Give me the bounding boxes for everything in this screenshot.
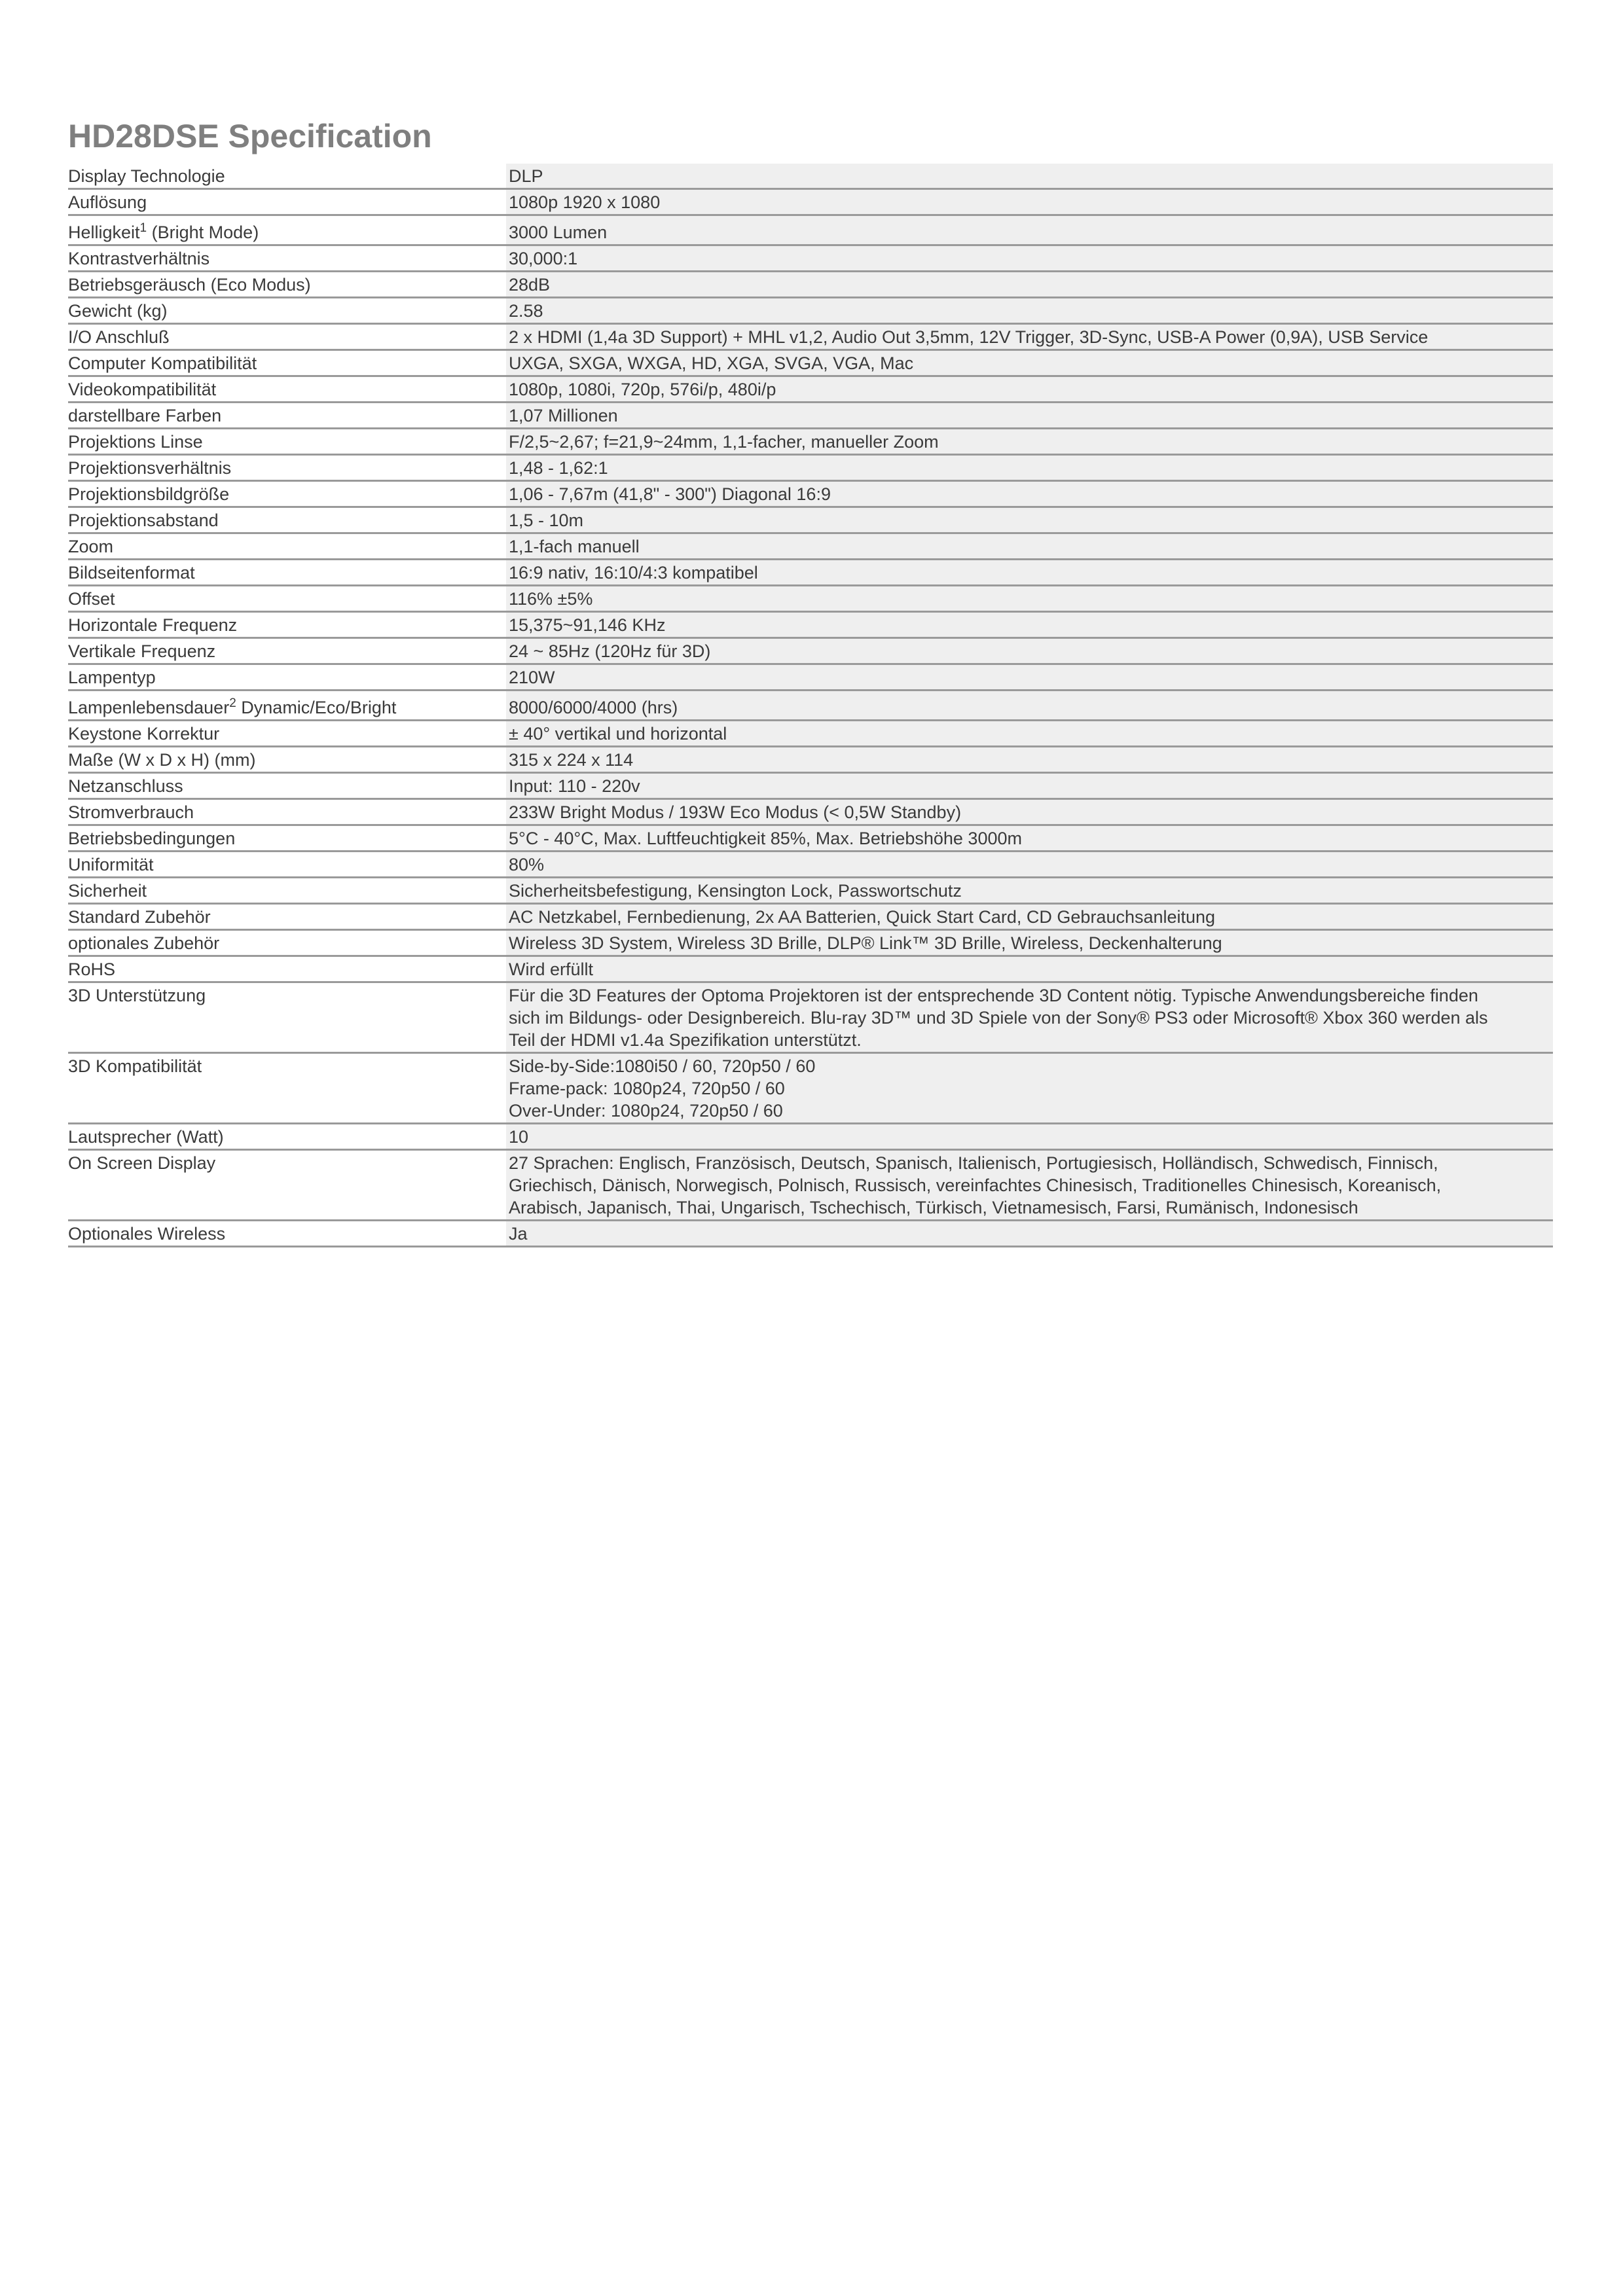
spec-row	[68, 376, 1553, 403]
spec-value-line: 210W	[509, 668, 555, 687]
spec-label-text: optionales Zubehör	[68, 933, 220, 953]
spec-label-text: Videokompatibilität	[68, 380, 217, 399]
spec-row	[68, 272, 1553, 298]
spec-value-line: Sicherheitsbefestigung, Kensington Lock, Passwortschutz	[509, 881, 962, 901]
spec-label-text: Auflösung	[68, 192, 147, 212]
spec-label	[68, 376, 506, 403]
spec-value	[506, 189, 1553, 215]
spec-value	[506, 272, 1553, 298]
spec-label	[68, 904, 506, 930]
spec-row	[68, 1221, 1553, 1247]
spec-label-text: Keystone Korrektur	[68, 724, 220, 744]
spec-row	[68, 586, 1553, 612]
spec-label	[68, 403, 506, 429]
spec-row	[68, 612, 1553, 638]
footnote-marker: 1	[139, 221, 147, 235]
spec-value-line: Wird erfüllt	[509, 960, 594, 979]
spec-label-text: Betriebsgeräusch (Eco Modus)	[68, 275, 311, 295]
spec-value-line: 315 x 224 x 114	[509, 750, 634, 770]
spec-value-line: 1,1-fach manuell	[509, 537, 640, 556]
spec-row	[68, 403, 1553, 429]
spec-value-line: 116% ±5%	[509, 589, 593, 609]
spec-value-line: AC Netzkabel, Fernbedienung, 2x AA Batterien, Quick Start Card, CD Gebrauchsanleitung	[509, 907, 1216, 927]
spec-value-line: 10	[509, 1127, 529, 1147]
spec-value	[506, 799, 1553, 825]
spec-label	[68, 215, 506, 245]
spec-label-text: Kontrastverhältnis	[68, 249, 210, 268]
spec-value	[506, 878, 1553, 904]
spec-label	[68, 429, 506, 455]
spec-label	[68, 507, 506, 533]
spec-value-line: 1,06 - 7,67m (41,8" - 300") Diagonal 16:9	[509, 484, 831, 504]
spec-value	[506, 1150, 1553, 1221]
spec-label	[68, 852, 506, 878]
spec-row	[68, 878, 1553, 904]
spec-value	[506, 164, 1553, 189]
spec-value-line: Side-by-Side:1080i50 / 60, 720p50 / 60	[509, 1056, 816, 1076]
spec-label-text: Stromverbrauch	[68, 802, 194, 822]
spec-value-line: ± 40° vertikal und horizontal	[509, 724, 727, 744]
spec-value	[506, 429, 1553, 455]
spec-value-line: 1,07 Millionen	[509, 406, 618, 425]
spec-row	[68, 481, 1553, 507]
spec-label	[68, 164, 506, 189]
spec-row	[68, 664, 1553, 691]
spec-label-text: Gewicht (kg)	[68, 301, 168, 321]
spec-label-text: Projektionsabstand	[68, 511, 219, 530]
spec-value-line: Over-Under: 1080p24, 720p50 / 60	[509, 1101, 783, 1121]
spec-label-text: Computer Kompatibilität	[68, 353, 257, 373]
spec-value-line: DLP	[509, 166, 543, 186]
spec-label	[68, 324, 506, 350]
spec-label	[68, 721, 506, 747]
spec-label	[68, 350, 506, 376]
spec-row	[68, 245, 1553, 272]
spec-value-line: sich im Bildungs- oder Designbereich. Blu-ray 3D™ und 3D Spiele von der Sony® PS3 oder Microsoft® Xbox 360 werden als	[509, 1008, 1488, 1028]
spec-value	[506, 852, 1553, 878]
spec-value-line: Ja	[509, 1224, 528, 1244]
spec-label-text: darstellbare Farben	[68, 406, 222, 425]
spec-row	[68, 825, 1553, 852]
spec-label	[68, 1053, 506, 1124]
spec-value	[506, 376, 1553, 403]
spec-row	[68, 298, 1553, 324]
spec-value-line: 16:9 nativ, 16:10/4:3 kompatibel	[509, 563, 758, 583]
spec-label-text: Bildseitenformat	[68, 563, 195, 583]
spec-value	[506, 612, 1553, 638]
spec-table-body	[68, 164, 1553, 1247]
spec-row	[68, 533, 1553, 560]
spec-label-text: Projektionsbildgröße	[68, 484, 230, 504]
spec-value-line: F/2,5~2,67; f=21,9~24mm, 1,1-facher, manueller Zoom	[509, 432, 939, 452]
spec-label-text: Netzanschluss	[68, 776, 183, 796]
spec-label	[68, 664, 506, 691]
spec-value-line: Wireless 3D System, Wireless 3D Brille, DLP® Link™ 3D Brille, Wireless, Deckenhalterung	[509, 933, 1222, 953]
spec-row	[68, 429, 1553, 455]
page-title: HD28DSE Specification	[68, 118, 432, 154]
spec-label-text: RoHS	[68, 960, 116, 979]
spec-value	[506, 721, 1553, 747]
spec-value	[506, 664, 1553, 691]
spec-label-text: Maße (W x D x H) (mm)	[68, 750, 256, 770]
spec-value-line: 1,48 - 1,62:1	[509, 458, 608, 478]
spec-row	[68, 1150, 1553, 1221]
spec-value-line: 1080p 1920 x 1080	[509, 192, 661, 212]
spec-row	[68, 799, 1553, 825]
spec-label	[68, 560, 506, 586]
spec-row	[68, 164, 1553, 189]
spec-label-text: Offset	[68, 589, 115, 609]
spec-label	[68, 1221, 506, 1247]
spec-value-line: 2.58	[509, 301, 543, 321]
spec-label-text: 3D Unterstützung	[68, 986, 206, 1005]
spec-value-line: 24 ~ 85Hz (120Hz für 3D)	[509, 641, 711, 661]
spec-value-line: Arabisch, Japanisch, Thai, Ungarisch, Tschechisch, Türkisch, Vietnamesisch, Farsi, Rumänisch, Indonesisch	[509, 1198, 1359, 1217]
spec-label	[68, 691, 506, 721]
spec-label-text: Optionales Wireless	[68, 1224, 226, 1244]
spec-sheet	[68, 117, 1553, 1247]
spec-row	[68, 1053, 1553, 1124]
spec-value-line: 15,375~91,146 KHz	[509, 615, 666, 635]
spec-label	[68, 612, 506, 638]
spec-value	[506, 956, 1553, 982]
spec-row	[68, 1124, 1553, 1150]
spec-label-text: Display Technologie	[68, 166, 225, 186]
spec-label	[68, 455, 506, 481]
spec-row	[68, 721, 1553, 747]
spec-label	[68, 298, 506, 324]
spec-row	[68, 982, 1553, 1053]
spec-value	[506, 773, 1553, 799]
spec-value-line: Frame-pack: 1080p24, 720p50 / 60	[509, 1079, 785, 1098]
spec-row	[68, 773, 1553, 799]
spec-row	[68, 638, 1553, 664]
spec-label-text: Horizontale Frequenz	[68, 615, 238, 635]
spec-row	[68, 691, 1553, 721]
spec-value	[506, 533, 1553, 560]
spec-label-text: Sicherheit	[68, 881, 147, 901]
spec-value	[506, 481, 1553, 507]
spec-row	[68, 560, 1553, 586]
spec-label-suffix: (Bright Mode)	[147, 223, 259, 242]
spec-row	[68, 930, 1553, 956]
spec-value	[506, 691, 1553, 721]
spec-label-text: I/O Anschluß	[68, 327, 170, 347]
spec-label	[68, 481, 506, 507]
spec-value-line: Teil der HDMI v1.4a Spezifikation unterstützt.	[509, 1030, 862, 1050]
spec-value	[506, 245, 1553, 272]
spec-label	[68, 189, 506, 215]
spec-value	[506, 586, 1553, 612]
spec-label-text: Standard Zubehör	[68, 907, 211, 927]
spec-value	[506, 455, 1553, 481]
spec-value	[506, 638, 1553, 664]
spec-row	[68, 189, 1553, 215]
spec-value	[506, 324, 1553, 350]
spec-value-line: 28dB	[509, 275, 551, 295]
spec-row	[68, 350, 1553, 376]
spec-value	[506, 904, 1553, 930]
spec-row	[68, 215, 1553, 245]
spec-value	[506, 747, 1553, 773]
spec-value	[506, 507, 1553, 533]
spec-value-line: 1080p, 1080i, 720p, 576i/p, 480i/p	[509, 380, 776, 399]
spec-label-text: Uniformität	[68, 855, 154, 874]
spec-row	[68, 747, 1553, 773]
spec-label-text: Betriebsbedingungen	[68, 829, 236, 848]
spec-value-line: 27 Sprachen: Englisch, Französisch, Deutsch, Spanisch, Italienisch, Portugiesisch, Holländisch, Schwedisch, Finnisch,	[509, 1153, 1438, 1173]
spec-table	[68, 164, 1553, 1247]
spec-label	[68, 982, 506, 1053]
spec-value-line: 30,000:1	[509, 249, 578, 268]
spec-label	[68, 533, 506, 560]
spec-label	[68, 799, 506, 825]
spec-value-line: 80%	[509, 855, 545, 874]
spec-value-line: 1,5 - 10m	[509, 511, 584, 530]
spec-label-suffix: Dynamic/Eco/Bright	[236, 698, 397, 717]
spec-label	[68, 930, 506, 956]
spec-row	[68, 507, 1553, 533]
spec-label	[68, 638, 506, 664]
spec-value	[506, 1221, 1553, 1247]
spec-value	[506, 215, 1553, 245]
spec-label-text: Projektionsverhältnis	[68, 458, 232, 478]
spec-label	[68, 586, 506, 612]
spec-value-line: Griechisch, Dänisch, Norwegisch, Polnisch, Russisch, vereinfachtes Chinesisch, Traditionelles Chinesisch, Koreanisch,	[509, 1175, 1442, 1195]
spec-row	[68, 904, 1553, 930]
spec-label	[68, 1124, 506, 1150]
spec-value	[506, 1053, 1553, 1124]
spec-value	[506, 560, 1553, 586]
spec-row	[68, 852, 1553, 878]
spec-label-text: Projektions Linse	[68, 432, 203, 452]
spec-value	[506, 350, 1553, 376]
spec-row	[68, 455, 1553, 481]
spec-label	[68, 956, 506, 982]
spec-label	[68, 272, 506, 298]
spec-label	[68, 245, 506, 272]
spec-value-line: UXGA, SXGA, WXGA, HD, XGA, SVGA, VGA, Mac	[509, 353, 914, 373]
spec-label-text: Helligkeit	[68, 223, 140, 242]
spec-label	[68, 1150, 506, 1221]
spec-label-text: 3D Kompatibilität	[68, 1056, 202, 1076]
spec-row	[68, 956, 1553, 982]
spec-value-line: 5°C - 40°C, Max. Luftfeuchtigkeit 85%, Max. Betriebshöhe 3000m	[509, 829, 1022, 848]
spec-value-line: 2 x HDMI (1,4a 3D Support) + MHL v1,2, Audio Out 3,5mm, 12V Trigger, 3D-Sync, USB-A Power (0,9A), USB Service	[509, 327, 1429, 347]
spec-value-line: 8000/6000/4000 (hrs)	[509, 698, 678, 717]
spec-value-line: Input: 110 - 220v	[509, 776, 640, 796]
spec-label-text: Lampenlebensdauer	[68, 698, 230, 717]
spec-label	[68, 878, 506, 904]
spec-row	[68, 324, 1553, 350]
spec-value	[506, 1124, 1553, 1150]
spec-label	[68, 747, 506, 773]
spec-value	[506, 298, 1553, 324]
spec-value	[506, 930, 1553, 956]
footnote-marker: 2	[229, 696, 236, 710]
spec-label-text: Lautsprecher (Watt)	[68, 1127, 224, 1147]
spec-label	[68, 825, 506, 852]
spec-value	[506, 982, 1553, 1053]
spec-label-text: Lampentyp	[68, 668, 156, 687]
spec-label-text: Zoom	[68, 537, 114, 556]
spec-label-text: Vertikale Frequenz	[68, 641, 216, 661]
spec-value-line: 3000 Lumen	[509, 223, 608, 242]
spec-label	[68, 773, 506, 799]
spec-value	[506, 403, 1553, 429]
spec-value	[506, 825, 1553, 852]
spec-value-line: Für die 3D Features der Optoma Projektoren ist der entsprechende 3D Content nötig. Typische Anwendungsbereiche finden	[509, 986, 1478, 1005]
spec-label-text: On Screen Display	[68, 1153, 216, 1173]
spec-value-line: 233W Bright Modus / 193W Eco Modus (< 0,5W Standby)	[509, 802, 962, 822]
